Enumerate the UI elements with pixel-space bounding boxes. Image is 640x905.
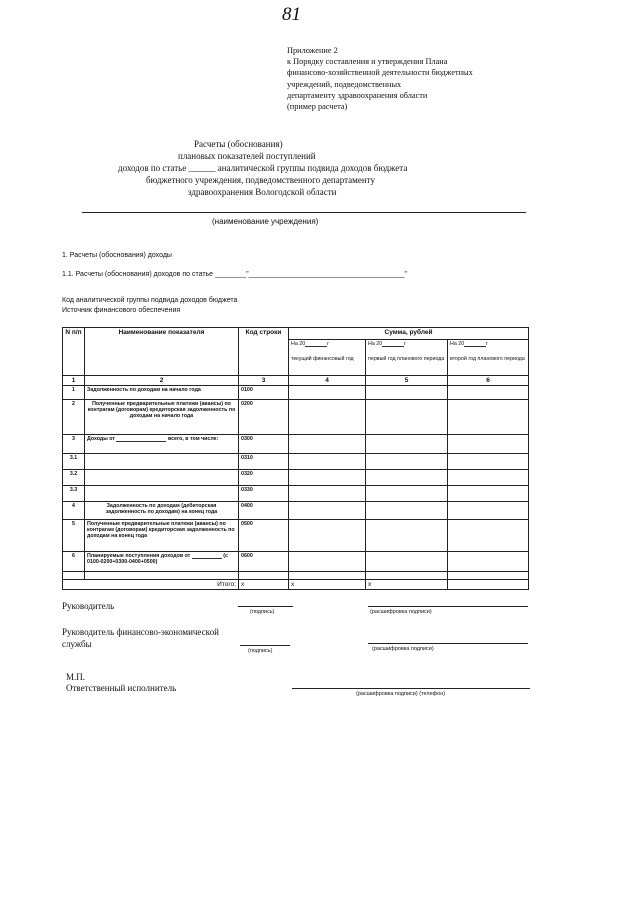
amount-cell[interactable] — [448, 400, 529, 435]
total-x: x — [289, 580, 366, 590]
row-code: 0100 — [239, 386, 289, 400]
fin-decode-caption: (расшифровка подписи) — [372, 646, 434, 652]
header-year-3 — [448, 340, 529, 376]
header-name: Наименование показателя — [85, 328, 239, 376]
header-num: N п/п — [63, 328, 85, 376]
amount-cell[interactable] — [448, 552, 529, 572]
table-row — [63, 386, 529, 400]
col-number: 1 — [63, 376, 85, 386]
row-name-suffix: всего, в том числе: — [167, 436, 219, 442]
row-name — [85, 454, 239, 470]
section-1-1-heading: 1.1. Расчеты (обоснования) доходов по статье ________"________________________________________" — [62, 271, 407, 278]
row-num: 2 — [63, 400, 85, 435]
row-name: Задолженность по доходам на начало года — [85, 386, 239, 400]
table-row — [63, 520, 529, 552]
section-1-heading: 1. Расчеты (обоснования) доходы — [62, 252, 172, 259]
table-row — [63, 572, 529, 580]
total-label: Итого: — [63, 580, 239, 590]
amount-cell[interactable] — [448, 470, 529, 486]
title-line: бюджетного учреждения, подведомственного департаменту — [146, 175, 375, 185]
row-name-prefix: Доходы от — [87, 436, 115, 442]
amount-cell[interactable] — [289, 400, 366, 435]
amount-cell[interactable] — [289, 470, 366, 486]
col-number: 6 — [448, 376, 529, 386]
institution-caption: (наименование учреждения) — [212, 217, 319, 226]
fin-decode-line[interactable] — [368, 643, 528, 644]
table-row — [63, 470, 529, 486]
title-line: доходов по статье ______ аналитической группы подвида доходов бюджета — [118, 163, 408, 173]
row-name — [85, 470, 239, 486]
appendix-line: финансово-хозяйственной деятельности бюджетных — [287, 68, 473, 78]
row-name: Задолженность по доходам (дебиторская задолженность по доходам) на конец года — [85, 502, 239, 520]
total-row — [63, 580, 529, 590]
head-sign-line[interactable] — [238, 606, 293, 607]
amount-cell[interactable] — [289, 486, 366, 502]
year-suffix: г — [486, 341, 489, 347]
head-label: Руководитель — [62, 601, 115, 611]
document-title — [90, 138, 450, 198]
row-code: 0200 — [239, 400, 289, 435]
table-row — [63, 502, 529, 520]
amount-cell[interactable] — [448, 435, 529, 454]
row-name: Полученные предварительные платежи (авансы) по контрагам (договорам) кредиторская задолженность по доходам на конец года — [85, 520, 239, 552]
amount-cell[interactable] — [448, 520, 529, 552]
header-year-2 — [366, 340, 448, 376]
row-name-prefix: Планируемые поступления доходов от — [87, 553, 191, 559]
fin-head-label-2: службы — [62, 639, 92, 649]
title-line: здравоохранения Вологодской области — [188, 187, 337, 197]
amount-cell[interactable] — [448, 502, 529, 520]
header-year-1 — [289, 340, 366, 376]
year-suffix: г — [404, 341, 407, 347]
total-x: x — [239, 580, 289, 590]
row-num: 3 — [63, 435, 85, 454]
table-row — [63, 552, 529, 572]
title-line: Расчеты (обоснования) — [194, 139, 283, 149]
source-line: Источник финансового обеспечения — [62, 307, 181, 314]
amount-cell[interactable] — [289, 552, 366, 572]
amount-cell[interactable] — [448, 454, 529, 470]
table-row — [63, 486, 529, 502]
handwritten-page-number: 81 — [282, 4, 301, 25]
appendix-line: (пример расчета) — [287, 102, 348, 112]
amount-cell[interactable] — [366, 435, 448, 454]
row-num: 6 — [63, 552, 85, 572]
table-row — [63, 400, 529, 435]
row-name — [85, 552, 239, 572]
row-num: 3.1 — [63, 454, 85, 470]
year-desc: первый год планового периода — [368, 356, 445, 362]
head-decode-line[interactable] — [368, 606, 528, 607]
amount-cell[interactable] — [289, 435, 366, 454]
col-number: 5 — [366, 376, 448, 386]
amount-cell[interactable] — [366, 502, 448, 520]
appendix-line: Приложение 2 — [287, 46, 338, 55]
row-num: 4 — [63, 502, 85, 520]
row-num: 5 — [63, 520, 85, 552]
header-code: Код строки — [239, 328, 289, 376]
title-line: плановых показателей поступлений — [178, 151, 316, 161]
row-num: 3.3 — [63, 486, 85, 502]
appendix-line: департаменту здравоохранения области — [287, 90, 428, 100]
amount-cell[interactable] — [448, 386, 529, 400]
amount-cell[interactable] — [448, 486, 529, 502]
row-code: 0400 — [239, 502, 289, 520]
institution-name-line — [82, 212, 526, 213]
year-desc: второй год планового периода — [450, 356, 525, 362]
row-code: 0330 — [239, 486, 289, 502]
amount-cell[interactable] — [366, 520, 448, 552]
row-code: 0600 — [239, 552, 289, 572]
year-prefix: На 20 — [450, 341, 465, 347]
amount-cell[interactable] — [289, 454, 366, 470]
year-prefix: На 20 — [368, 341, 383, 347]
executor-label: Ответственный исполнитель — [66, 683, 177, 693]
row-code: 0300 — [239, 435, 289, 454]
col-number: 4 — [289, 376, 366, 386]
amount-cell[interactable] — [448, 580, 529, 590]
year-desc: текущий финансовый год — [291, 356, 354, 362]
amount-cell[interactable] — [366, 386, 448, 400]
row-name-suffix: (с 0100-0200+0300-0400+0500) — [87, 553, 228, 565]
row-name: Полученные предварительные платежи (авансы) по контрагам (договорам) кредиторская задолженность по доходам на начало года — [85, 400, 239, 435]
amount-cell[interactable] — [366, 552, 448, 572]
fin-sign-caption: (подпись) — [248, 648, 273, 654]
appendix-line: учреждений, подведомственных — [287, 79, 402, 89]
col-number: 2 — [85, 376, 239, 386]
row-name — [85, 435, 239, 454]
row-num: 3.2 — [63, 470, 85, 486]
amount-cell[interactable] — [366, 400, 448, 435]
row-name — [85, 486, 239, 502]
header-sum: Сумма, рублей — [289, 328, 529, 340]
head-decode-caption: (расшифровка подписи) — [370, 609, 432, 615]
table-row — [63, 435, 529, 454]
code-line: Код аналитической группы подвида доходов бюджета — [62, 297, 238, 304]
fin-sign-line[interactable] — [240, 645, 290, 646]
appendix-line: к Порядку составления и утверждения Плана — [287, 57, 448, 67]
row-code: 0320 — [239, 470, 289, 486]
income-calculation-table — [62, 327, 529, 590]
amount-cell[interactable] — [366, 470, 448, 486]
stamp-label: М.П. — [66, 672, 86, 682]
appendix-header — [287, 45, 473, 112]
row-code: 0310 — [239, 454, 289, 470]
year-suffix: г — [327, 341, 330, 347]
fin-head-label-1: Руководитель финансово-экономической — [62, 627, 219, 637]
executor-caption: (расшифровка подписи) (телефон) — [356, 691, 446, 697]
total-x: x — [366, 580, 448, 590]
col-number: 3 — [239, 376, 289, 386]
amount-cell[interactable] — [289, 502, 366, 520]
amount-cell[interactable] — [289, 520, 366, 552]
amount-cell[interactable] — [366, 454, 448, 470]
amount-cell[interactable] — [289, 386, 366, 400]
row-num: 1 — [63, 386, 85, 400]
year-prefix: На 20 — [291, 341, 306, 347]
executor-line[interactable] — [292, 688, 530, 689]
amount-cell[interactable] — [366, 486, 448, 502]
row-code: 0500 — [239, 520, 289, 552]
head-sign-caption: (подпись) — [250, 609, 275, 615]
table-row — [63, 454, 529, 470]
